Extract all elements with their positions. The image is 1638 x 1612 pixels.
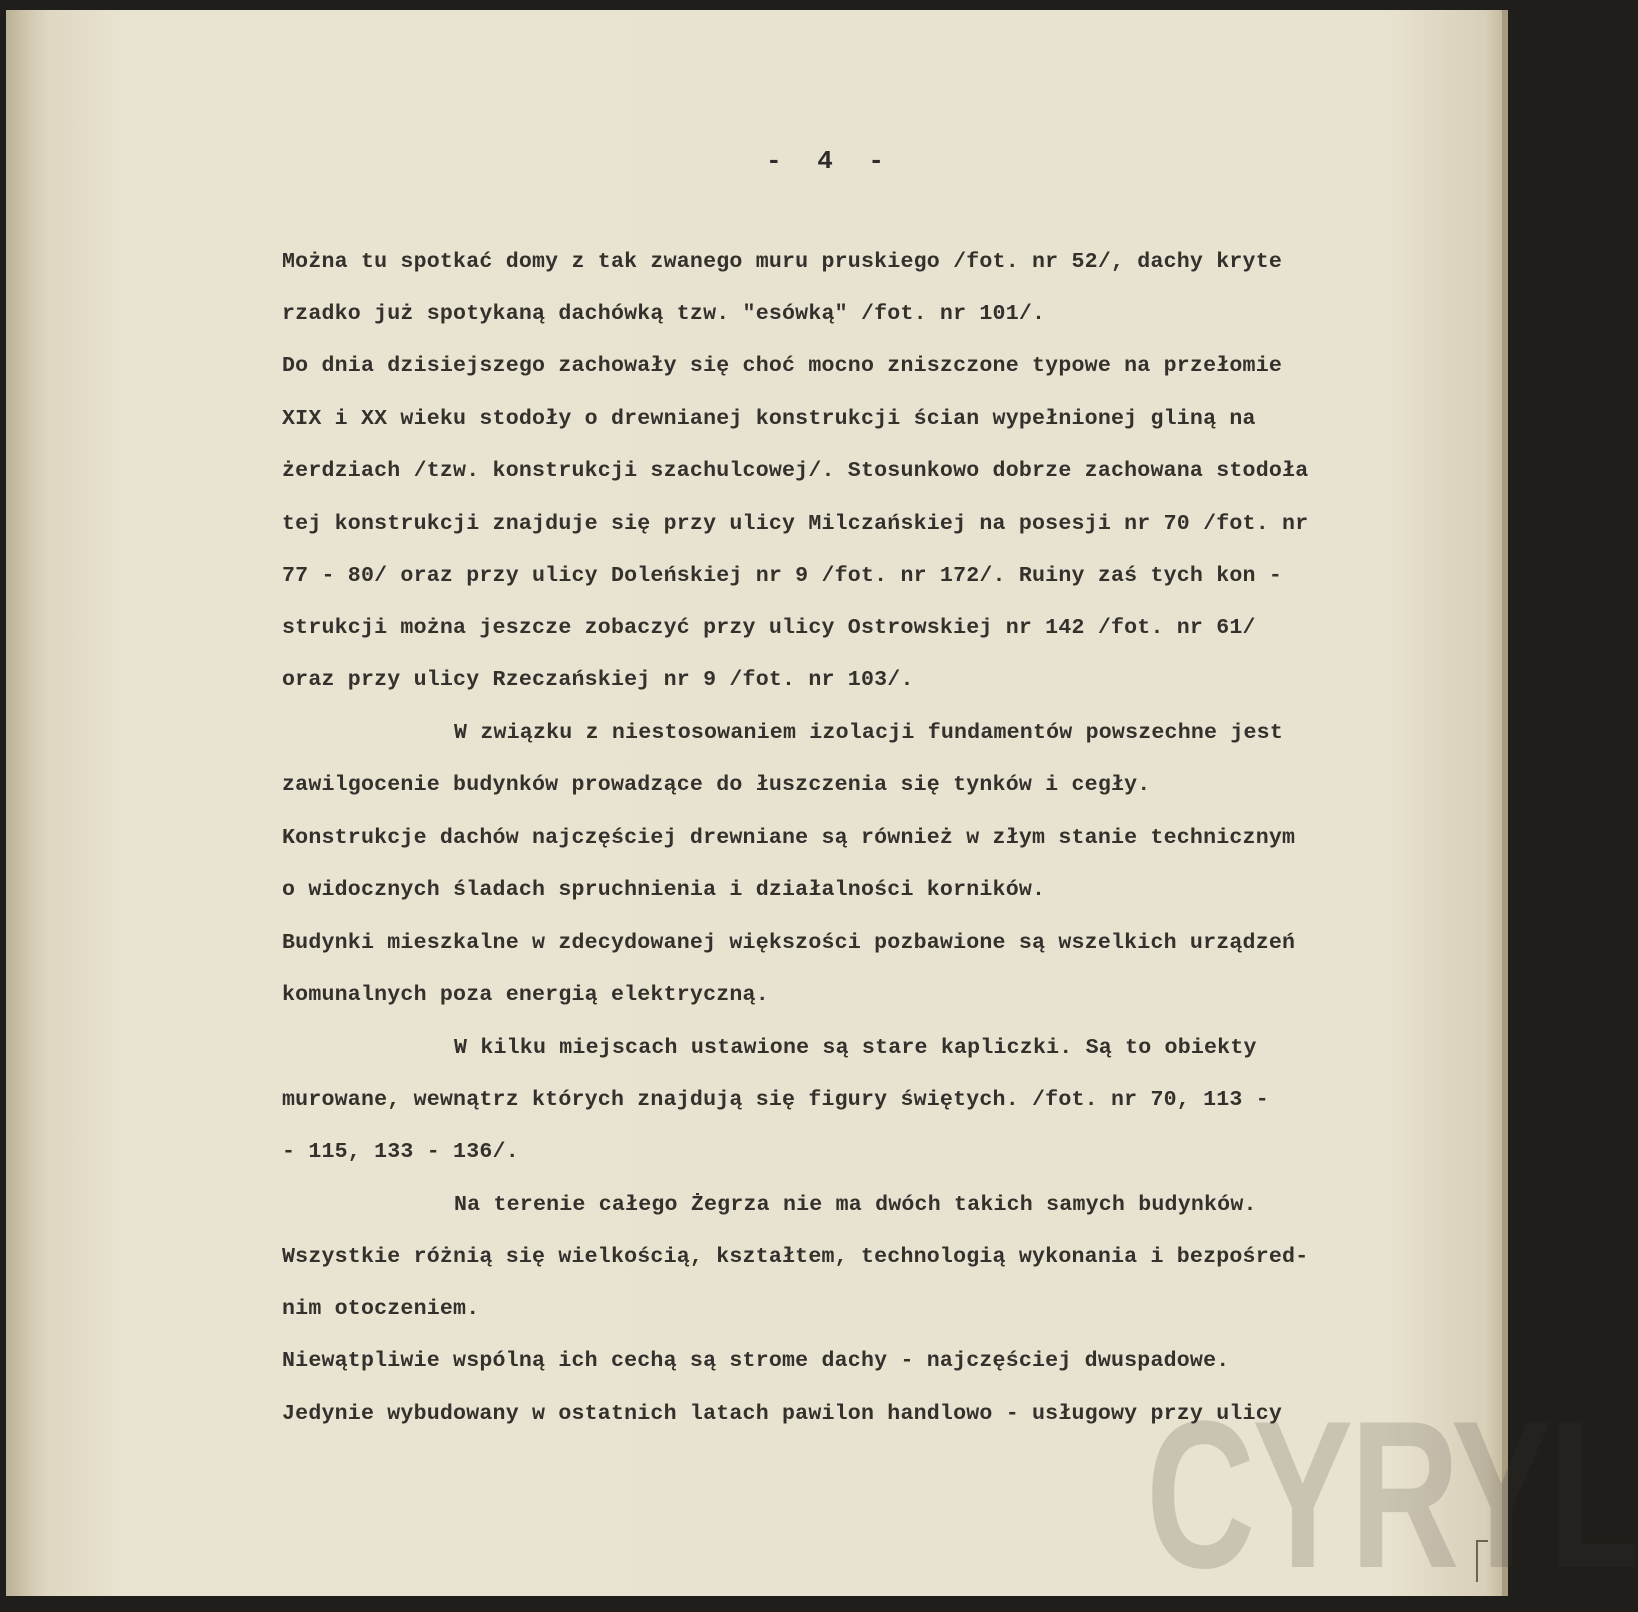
text-line: Niewątpliwie wspólną ich cechą są strome dachy - najczęściej dwuspadowe. xyxy=(282,1349,1230,1373)
text-line: komunalnych poza energią elektryczną. xyxy=(282,983,769,1007)
text-line: Konstrukcje dachów najczęściej drewniane są również w złym stanie technicznym xyxy=(282,826,1296,850)
cyryl-watermark: CYRYL xyxy=(1146,1377,1638,1612)
paragraph-first-line: W kilku miejscach ustawione są stare kapliczki. Są to obiekty xyxy=(454,1036,1257,1060)
page-corner-fold xyxy=(1476,1540,1488,1582)
text-line: strukcji można jeszcze zobaczyć przy ulicy Ostrowskiej nr 142 /fot. nr 61/ xyxy=(282,616,1256,640)
paragraph-first-line: W związku z niestosowaniem izolacji fundamentów powszechne jest xyxy=(454,721,1283,745)
page-binding-shadow xyxy=(6,10,46,1596)
page-number: - 4 - xyxy=(766,146,895,176)
text-line: - 115, 133 - 136/. xyxy=(282,1140,519,1164)
text-line: Budynki mieszkalne w zdecydowanej większości pozbawione są wszelkich urządzeń xyxy=(282,931,1296,955)
text-line: murowane, wewnątrz których znajdują się figury świętych. /fot. nr 70, 113 - xyxy=(282,1088,1269,1112)
text-line: oraz przy ulicy Rzeczańskiej nr 9 /fot. nr 103/. xyxy=(282,668,914,692)
text-line: Można tu spotkać domy z tak zwanego muru pruskiego /fot. nr 52/, dachy kryte xyxy=(282,250,1283,274)
text-line: tej konstrukcji znajduje się przy ulicy Milczańskiej na posesji nr 70 /fot. nr xyxy=(282,512,1309,536)
text-line: Jedynie wybudowany w ostatnich latach pawilon handlowo - usługowy przy ulicy xyxy=(282,1402,1283,1426)
text-line: o widocznych śladach spruchnienia i działalności korników. xyxy=(282,878,1046,902)
paragraph-first-line: Na terenie całego Żegrza nie ma dwóch takich samych budynków. xyxy=(454,1193,1257,1217)
text-line: zawilgocenie budynków prowadzące do łuszczenia się tynków i cegły. xyxy=(282,773,1151,797)
text-line: żerdziach /tzw. konstrukcji szachulcowej/. Stosunkowo dobrze zachowana stodoła xyxy=(282,459,1309,483)
text-line: 77 - 80/ oraz przy ulicy Doleńskiej nr 9 /fot. nr 172/. Ruiny zaś tych kon - xyxy=(282,564,1283,588)
document-page xyxy=(6,10,1638,1612)
text-line: rzadko już spotykaną dachówką tzw. "esówką" /fot. nr 101/. xyxy=(282,302,1046,326)
text-line: Wszystkie różnią się wielkością, kształtem, technologią wykonania i bezpośred- xyxy=(282,1245,1309,1269)
text-line: Do dnia dzisiejszego zachowały się choć mocno zniszczone typowe na przełomie xyxy=(282,354,1283,378)
text-line: nim otoczeniem. xyxy=(282,1297,480,1321)
text-line: XIX i XX wieku stodoły o drewnianej konstrukcji ścian wypełnionej gliną na xyxy=(282,407,1256,431)
